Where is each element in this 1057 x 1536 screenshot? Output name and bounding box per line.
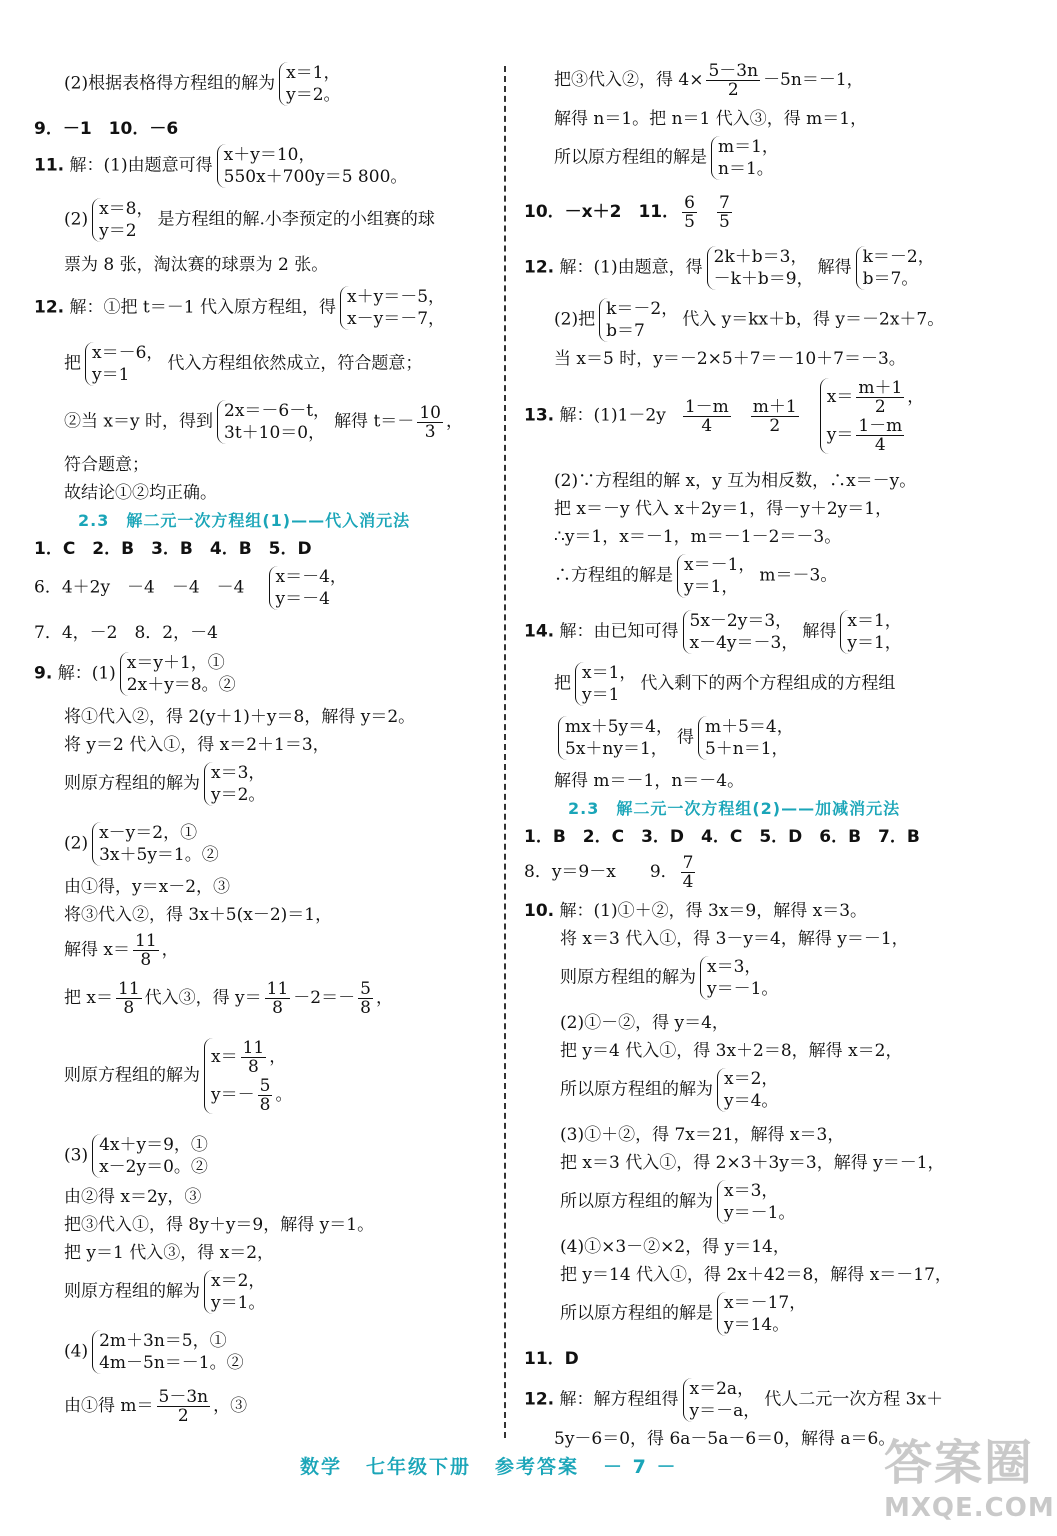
line-q9-2e: 则原方程组的解为 x＝ $\frac{11}{8}$ ， y＝－ $\frac{5}{8}$ 。 xyxy=(64,1038,293,1115)
line-q9-3: (3) 4x＋y＝9，① x－2y＝0。② xyxy=(64,1135,208,1177)
line-q8-2: (2)根据表格得方程组的解为 x＝1， y＝2。 xyxy=(64,63,341,105)
line-q14-c: mx＋5y＝4， 5x＋ny＝1， 得 m＋5＝4， 5＋n＝1， xyxy=(524,716,798,760)
line-q11-b: (2) x＝8， y＝2 是方程组的解.小李预定的小组赛的球 xyxy=(64,199,435,241)
system: x＝2， y＝4。 xyxy=(717,1068,778,1112)
fraction: $\frac{1-m}{4}$ xyxy=(684,396,729,436)
line-q14-d: 解得 m＝－1，n＝－4。 xyxy=(554,771,745,791)
fraction: $\frac{6}{5}$ xyxy=(684,193,695,232)
line-q13-e: ∴方程组的解是 x＝－1， y＝1， m＝－3。 xyxy=(554,555,838,597)
line-q10-3a: 把 x＝3 代入①，得 2×3＋3y＝3，解得 y＝－1， xyxy=(560,1153,945,1173)
line-q9-3d: 则原方程组的解为 x＝2， y＝1。 xyxy=(64,1271,266,1313)
line-q10-4: (4)①×3－②×2，得 y＝14， xyxy=(560,1237,790,1257)
system: x＋y＝－5， x－y＝－7， xyxy=(340,286,445,330)
system: m＝1， n＝1。 xyxy=(711,136,779,180)
fraction: $\frac{m+1}{2}$ xyxy=(752,396,797,436)
system: x＝3， y＝2。 xyxy=(204,762,265,806)
line-r4: 10．－x＋2 11． $\frac{6}{5}$ $\frac{7}{5}$ xyxy=(524,193,730,232)
line-q9-10: 9．－1 10．－6 xyxy=(34,119,179,139)
line-q9-1a: 将①代入②，得 2(y＋1)＋y＝8，解得 y＝2。 xyxy=(64,707,416,727)
system: x＝ $\frac{m+1}{2}$ ， y＝ $\frac{1-m}{4}$ xyxy=(820,378,925,454)
column-divider xyxy=(504,66,506,1438)
line-q11-c: 票为 8 张，淘汰赛的球票为 2 张。 xyxy=(64,255,329,275)
system: 2m＋3n＝5，① 4m－5n＝－1。② xyxy=(92,1330,244,1374)
line-q12b-b: 5y－6＝0，得 6a－5a－6＝0，解得 a＝6。 xyxy=(554,1429,896,1449)
line-b1-7: 1．B 2．C 3．D 4．C 5．D 6．B 7．B xyxy=(524,827,920,847)
page-footer xyxy=(300,1452,702,1479)
system: mx＋5y＝4， 5x＋ny＝1， xyxy=(558,716,673,760)
line-q9-2a: 由①得，y＝x－2，③ xyxy=(64,877,231,897)
section-heading-2: 2.3 解二元一次方程组(2)——加减消元法 xyxy=(568,799,901,818)
line-q12-c: ②当 x＝y 时，得到 2x＝－6－t， 3t＋10＝0， 解得 t＝－ $\frac{10}{3}$ ， xyxy=(64,401,463,443)
system: x＝8， y＝2 xyxy=(92,198,153,242)
fraction: $\frac{5}{8}$ xyxy=(259,1076,271,1115)
footer-grade: 七年级下册 xyxy=(366,1456,472,1478)
system: x－y＝2，① 3x＋5y＝1。② xyxy=(92,822,219,866)
system: x＝2a， y＝－a， xyxy=(683,1378,761,1422)
watermark-logo: 答案圈 MXQE.COM xyxy=(884,1435,1055,1523)
line-q9-1b: 将 y＝2 代入①，得 x＝2＋1＝3， xyxy=(64,735,330,755)
line-q10-3: (3)①＋②，得 7x＝21，解得 x＝3， xyxy=(560,1125,845,1145)
system: 4x＋y＝9，① x－2y＝0。② xyxy=(92,1134,208,1178)
fraction: $\frac{m+1}{2}$ xyxy=(858,378,903,417)
footer-label: 参考答案 xyxy=(495,1456,580,1478)
system: x＝－1， y＝1， xyxy=(677,554,755,598)
fraction: $\frac{1-m}{4}$ xyxy=(858,416,903,455)
system: m＋5＝4， 5＋n＝1， xyxy=(698,716,794,760)
line-q12-c-right: 当 x＝5 时，y＝－2×5＋7＝－10＋7＝－3。 xyxy=(554,349,906,369)
line-q9-1: 9. 解：(1) x＝y＋1，① 2x＋y＝8。② xyxy=(34,653,236,695)
line-q14-a: 14. 解：由已知可得 5x－2y＝3， x－4y＝－3， 解得 x＝1， y＝1， xyxy=(524,611,902,653)
line-q13-c: 把 x＝－y 代入 x＋2y＝1，得－y＋2y＝1， xyxy=(554,499,893,519)
line-q10-1: 10. 解：(1)①＋②，得 3x＝9，解得 x＝3。 xyxy=(524,901,868,921)
line-q9-2b: 将③代入②，得 3x＋5(x－2)＝1， xyxy=(64,905,333,925)
fraction: $\frac{11}{8}$ xyxy=(118,979,140,1018)
line-q12-e: 故结论①②均正确。 xyxy=(64,483,217,503)
line-q9-3a: 由②得 x＝2y，③ xyxy=(64,1187,202,1207)
system: x＝ $\frac{11}{8}$ ， y＝－ $\frac{5}{8}$ 。 xyxy=(204,1038,292,1114)
line-q11-a: 11. 解：(1)由题意可得 x＋y＝10， 550x＋700y＝5 800。 xyxy=(34,145,408,187)
fraction: $\frac{5}{8}$ xyxy=(360,979,371,1018)
line-r1: 把③代入②，得 4× $\frac{5-3n}{2}$ －5n＝－1， xyxy=(554,61,864,100)
system: k＝－2， b＝7 xyxy=(599,298,678,342)
line-q12b-a: 12. 解：解方程组得 x＝2a， y＝－a， 代人二元一次方程 3x＋ xyxy=(524,1379,944,1421)
line-r3: 所以原方程组的解是 m＝1， n＝1。 xyxy=(554,137,779,179)
system: 2x＝－6－t， 3t＋10＝0， xyxy=(217,400,330,444)
fraction: $\frac{10}{3}$ xyxy=(419,402,441,442)
system: x＝1， y＝1， xyxy=(840,610,901,654)
system: k＝－2， b＝7。 xyxy=(856,246,935,290)
system: x＝1， y＝1 xyxy=(575,662,636,706)
line-q14-b: 把 x＝1， y＝1 代入剩下的两个方程组成的方程组 xyxy=(554,663,896,705)
line-q9-2c: 解得 x＝ $\frac{11}{8}$ ， xyxy=(64,931,179,970)
system: x＝2， y＝1。 xyxy=(204,1270,265,1314)
fraction: $\frac{7}{4}$ xyxy=(682,853,694,892)
line-q12-d: 符合题意； xyxy=(64,455,149,475)
system: x＝3， y＝－1。 xyxy=(717,1180,795,1224)
fraction: $\frac{7}{5}$ xyxy=(718,193,730,232)
system: x＝3， y＝－1。 xyxy=(700,956,778,1000)
system: 2k＋b＝3， －k＋b＝9， xyxy=(707,246,814,290)
line-q9-1c: 则原方程组的解为 x＝3， y＝2。 xyxy=(64,763,266,805)
footer-subject: 数学 xyxy=(300,1456,343,1478)
system: x＝－6， y＝1 xyxy=(85,342,163,386)
line-q9-3c: 把 y＝1 代入③，得 x＝2， xyxy=(64,1243,275,1263)
line-q12-b: 把 x＝－6， y＝1 代入方程组依然成立，符合题意； xyxy=(64,343,423,385)
line-q9-4a: 由①得 m＝ $\frac{5-3n}{2}$ ，③ xyxy=(64,1387,248,1426)
system: x＝－17， y＝14。 xyxy=(717,1292,806,1336)
line-q13-d: ∴y＝1，x＝－1，m＝－1－2＝－3。 xyxy=(554,527,842,547)
fraction: $\frac{5-3n}{2}$ xyxy=(708,61,759,100)
fraction: $\frac{11}{8}$ xyxy=(135,931,157,970)
fraction: $\frac{11}{8}$ xyxy=(266,979,289,1018)
line-b8-9: 8．y＝9－x 9． $\frac{7}{4}$ xyxy=(524,853,694,892)
line-q9-4: (4) 2m＋3n＝5，① 4m－5n＝－1。② xyxy=(64,1331,244,1373)
line-q10-2a: 把 y＝4 代入①，得 3x＋2＝8，解得 x＝2， xyxy=(560,1041,903,1061)
line-q10-1a: 将 x＝3 代入①，得 3－y＝4，解得 y＝－1， xyxy=(560,929,909,949)
line-a6: 6．4＋2y －4 －4 －4 x＝－4， y＝－4 xyxy=(34,567,347,609)
system: 5x－2y＝3， x－4y＝－3， xyxy=(683,610,799,654)
line-q10-3b: 所以原方程组的解为 x＝3， y＝－1。 xyxy=(560,1181,796,1223)
fraction: $\frac{5-3n}{2}$ xyxy=(158,1387,209,1426)
system: x＝－4， y＝－4 xyxy=(269,566,347,610)
line-q13-b: (2)∵方程组的解 x，y 互为相反数，∴x＝－y。 xyxy=(554,471,917,491)
line-r2: 解得 n＝1。把 n＝1 代入③，得 m＝1， xyxy=(554,109,868,129)
line-q12-a: 12. 解：①把 t＝－1 代入原方程组，得 x＋y＝－5， x－y＝－7， xyxy=(34,287,446,329)
line-b11: 11．D xyxy=(524,1349,579,1369)
line-a7-8: 7．4，－2 8．2，－4 xyxy=(34,623,218,643)
line-q13-a: 13. 解：(1)1－2y $\frac{1-m}{4}$ $\frac{m+1}{2}$ x＝ $\frac{m+1}{2}$ ， y＝ $\frac{1-m}{4}$ xyxy=(524,378,925,455)
system: x＝y＋1，① 2x＋y＝8。② xyxy=(120,652,236,696)
line-q12-b-right: (2)把 k＝－2， b＝7 代入 y＝kx＋b，得 y＝－2x＋7。 xyxy=(554,299,945,341)
page-number: － 7 － xyxy=(603,1456,678,1478)
line-q9-2: (2) x－y＝2，① 3x＋5y＝1。② xyxy=(64,823,219,865)
line-q10-4a: 把 y＝14 代入①，得 2x＋42＝8，解得 x＝－17， xyxy=(560,1265,952,1285)
line-q10-2b: 所以原方程组的解为 x＝2， y＝4。 xyxy=(560,1069,779,1111)
line-q10-1b: 则原方程组的解为 x＝3， y＝－1。 xyxy=(560,957,779,999)
line-q10-2: (2)①－②，得 y＝4， xyxy=(560,1013,729,1033)
line-q12-a-right: 12. 解：(1)由题意，得 2k＋b＝3， －k＋b＝9， 解得 k＝－2， b＝7。 xyxy=(524,247,935,289)
system: x＋y＝10， 550x＋700y＝5 800。 xyxy=(217,144,408,188)
fraction: $\frac{11}{8}$ xyxy=(242,1038,265,1077)
line-q10-4b: 所以原方程组的解是 x＝－17， y＝14。 xyxy=(560,1293,807,1335)
system: x＝1， y＝2。 xyxy=(279,62,340,106)
line-q9-2d: 把 x＝ $\frac{11}{8}$ 代入③，得 y＝ $\frac{11}{8}$ －2＝－ $\frac{5}{8}$ ， xyxy=(64,979,393,1018)
line-a1-5: 1．C 2．B 3．B 4．B 5．D xyxy=(34,539,312,559)
section-heading-1: 2.3 解二元一次方程组(1)——代入消元法 xyxy=(78,511,411,530)
line-q9-3b: 把③代入①，得 8y＋y＝9，解得 y＝1。 xyxy=(64,1215,375,1235)
